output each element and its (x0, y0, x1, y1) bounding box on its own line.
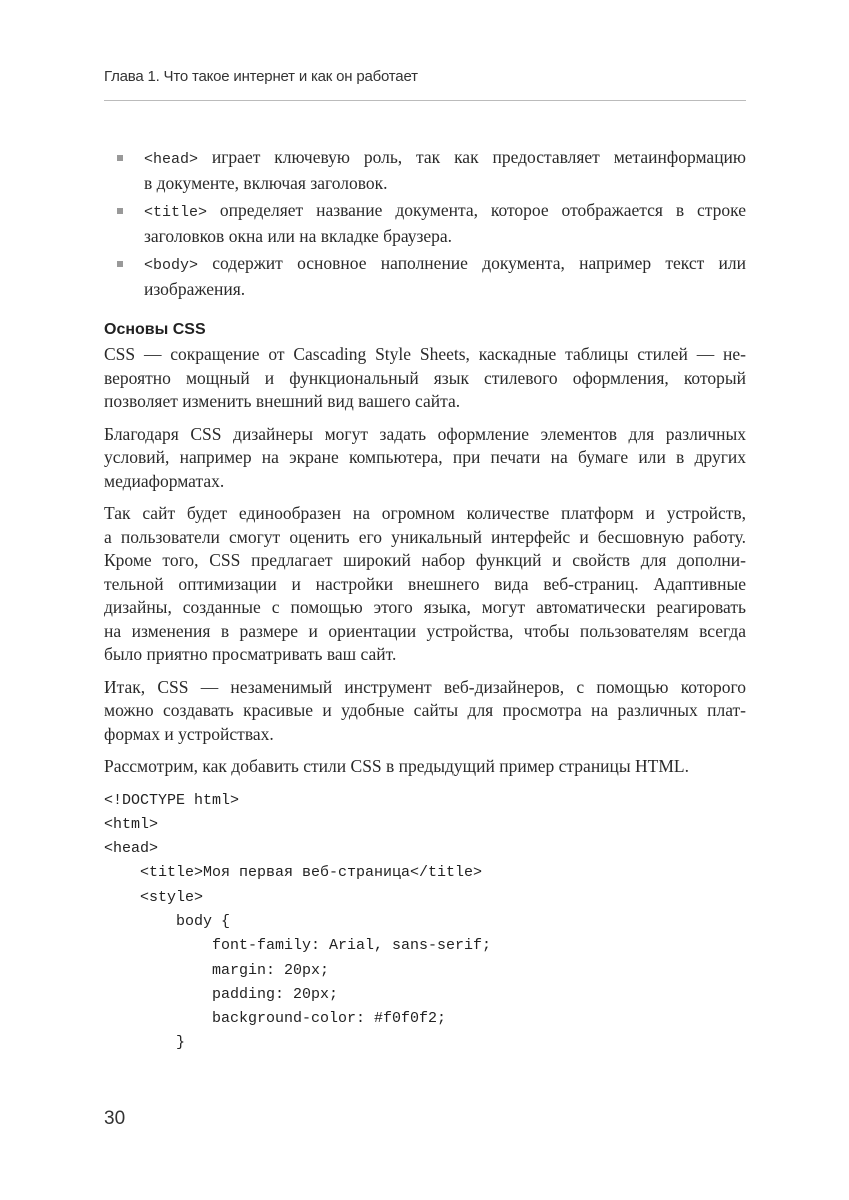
body-text (104, 343, 746, 779)
code-line: margin: 20px; (104, 961, 330, 979)
code-listing (104, 789, 746, 1056)
list-item-text: изображения. (144, 278, 246, 299)
list-item (104, 252, 746, 301)
text-line: формах и устройствах. (104, 723, 274, 744)
code-line: <style> (104, 888, 204, 906)
page-number: 30 (104, 1108, 126, 1129)
code-line: } (104, 1034, 186, 1052)
paragraph (104, 755, 746, 779)
square-bullet-icon (117, 261, 123, 267)
running-header: Глава 1. Что такое интернет и как он работает (104, 68, 418, 85)
list-item (104, 199, 746, 248)
text-line: можно создавать красивые и удобные сайты для просмотра на различных плат- (104, 700, 746, 720)
text-line: тельной оптимизации и настройки внешнего вида веб-страниц. Адаптивные (104, 573, 746, 594)
list-item-text: содержит основное наполнение документа, например текст или (198, 253, 746, 273)
page-content (104, 146, 746, 1056)
text-line: на изменения в размере и ориентации устройства, чтобы пользователям всегда (104, 620, 746, 641)
text-line: Кроме того, CSS предлагает широкий набор функций и свойств для дополни- (104, 550, 746, 570)
list-item-text: заголовков окна или на вкладке браузера. (144, 225, 453, 246)
text-line: условий, например на экране компьютера, при печати на бумаге или в других (104, 447, 746, 467)
list-item-text: играет ключевую роль, так как предоставляет метаинформацию (198, 147, 746, 167)
text-line: было приятно просматривать ваш сайт. (104, 644, 397, 664)
text-line: CSS — сокращение от Cascading Style Sheets, каскадные таблицы стилей — не- (104, 344, 746, 364)
square-bullet-icon (117, 208, 123, 214)
inline-code: <body> (144, 257, 199, 274)
text-line: Итак, CSS — незаменимый инструмент веб-дизайнеров, с помощью которого (104, 676, 746, 697)
paragraph (104, 502, 746, 667)
list-item (104, 146, 746, 195)
code-line: <html> (104, 815, 159, 833)
code-line: body { (104, 912, 231, 930)
paragraph (104, 423, 746, 494)
text-line: Рассмотрим, как добавить стили CSS в предыдущий пример страницы HTML. (104, 756, 689, 776)
inline-code: <head> (144, 151, 199, 168)
code-line: background-color: #f0f0f2; (104, 1010, 447, 1028)
text-line: медиаформатах. (104, 470, 225, 491)
inline-code: <title> (144, 204, 208, 221)
list-item-text: определяет название документа, которое отображается в строке (207, 200, 746, 220)
text-line: позволяет изменить внешний вид вашего сайта. (104, 391, 461, 411)
header-rule (104, 100, 746, 101)
paragraph (104, 676, 746, 747)
section-heading: Основы CSS (104, 321, 206, 338)
paragraph (104, 343, 746, 414)
code-line: <head> (104, 840, 159, 858)
text-line: Так сайт будет единообразен на огромном количестве платформ и устройств, (104, 503, 746, 523)
bullet-list (104, 146, 746, 301)
square-bullet-icon (117, 155, 123, 161)
code-line: padding: 20px; (104, 985, 339, 1003)
code-line: <!DOCTYPE html> (104, 791, 240, 809)
text-line: дизайны, созданные с помощью этого языка, могут автоматически реагировать (104, 597, 746, 617)
text-line: вероятно мощный и функциональный язык стилевого оформления, который (104, 367, 746, 388)
text-line: Благодаря CSS дизайнеры могут задать оформление элементов для различных (104, 423, 746, 444)
code-line: <title>Моя первая веб-страница</title> (104, 864, 483, 882)
list-item-text: в документе, включая заголовок. (144, 172, 388, 193)
text-line: а пользователи смогут оценить его уникальный интерфейс и бесшовную работу. (104, 526, 746, 547)
code-line: font-family: Arial, sans-serif; (104, 937, 492, 955)
